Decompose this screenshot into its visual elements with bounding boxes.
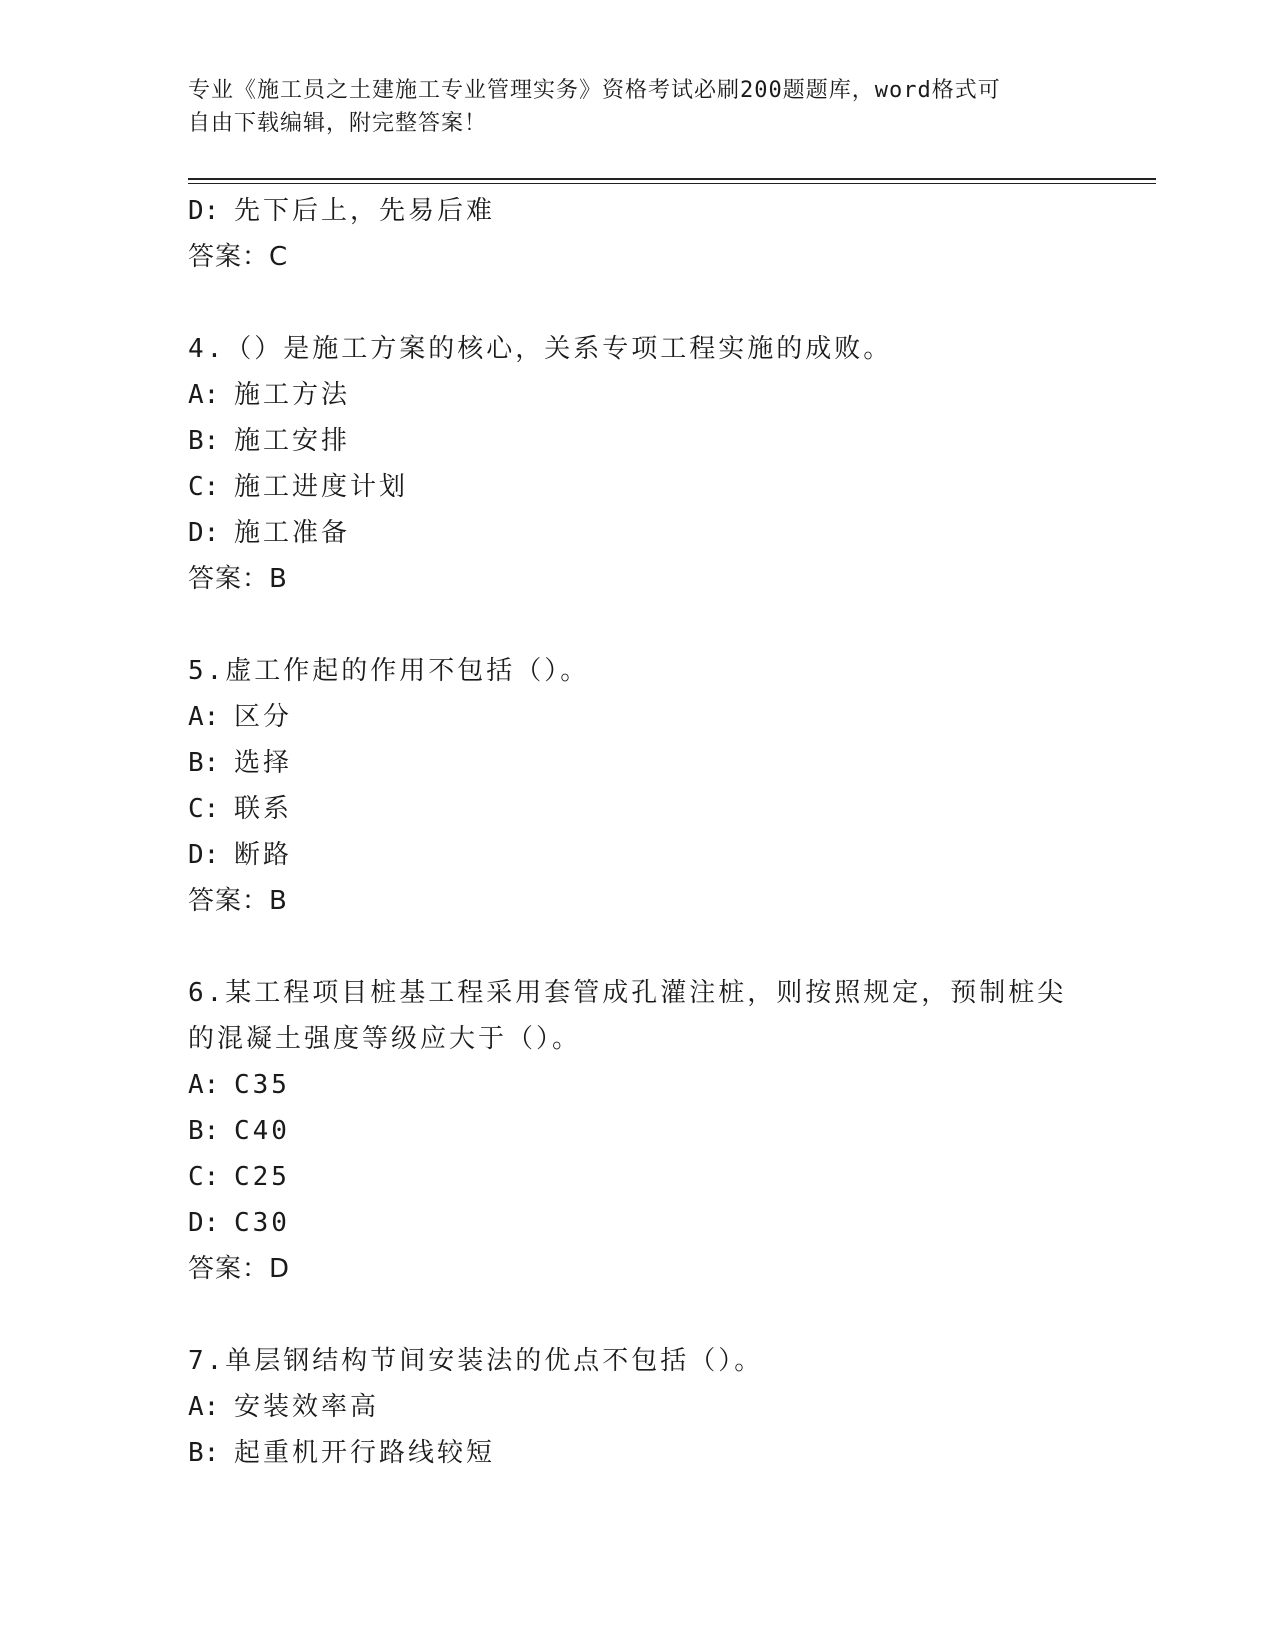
option-letter: D:: [188, 518, 220, 548]
option-letter: D:: [188, 840, 220, 870]
spacer: [188, 280, 1088, 326]
option-letter: D:: [188, 196, 220, 226]
option-text: 施工进度计划: [234, 472, 409, 502]
option-letter: C:: [188, 794, 220, 824]
q4-answer: 答案：B: [188, 564, 288, 594]
q6-stem-line-2: 的混凝土强度等级应大于（）。: [188, 1024, 582, 1054]
q4-option-b: [188, 418, 1088, 464]
q4-option-a: [188, 372, 1088, 418]
spacer: [188, 924, 1088, 970]
q4-stem: 4.（）是施工方案的核心，关系专项工程实施的成败。: [188, 334, 893, 364]
option-text: 安装效率高: [234, 1392, 380, 1422]
q5-option-b: [188, 740, 1088, 786]
option-text: 联系: [234, 794, 293, 824]
q5-answer: 答案：B: [188, 886, 288, 916]
header-line-1: 专业《施工员之土建施工专业管理实务》资格考试必刷200题题库，word格式可: [188, 78, 1001, 103]
header-divider-thick: [188, 178, 1156, 180]
option-text: C25: [234, 1162, 290, 1192]
option-letter: A:: [188, 1392, 220, 1422]
header-line-2: 自由下载编辑，附完整答案！: [188, 111, 488, 136]
q7-option-a: [188, 1384, 1088, 1430]
option-letter: C:: [188, 472, 220, 502]
option-text: 区分: [234, 702, 293, 732]
header-divider-thin: [188, 183, 1156, 184]
option-letter: B:: [188, 748, 220, 778]
option-text: C35: [234, 1070, 290, 1100]
q7-stem: 7.单层钢结构节间安装法的优点不包括（）。: [188, 1346, 764, 1376]
q4-option-d: [188, 510, 1088, 556]
q3-answer: 答案：C: [188, 242, 289, 272]
q6-option-b: [188, 1108, 1088, 1154]
q6-option-a: [188, 1062, 1088, 1108]
q6-option-c: [188, 1154, 1088, 1200]
option-text: C40: [234, 1116, 290, 1146]
option-letter: B:: [188, 426, 220, 456]
q4-option-c: [188, 464, 1088, 510]
q7-option-b: [188, 1430, 1088, 1476]
question-list: [188, 188, 1088, 1476]
q3-option-d: [188, 188, 1088, 234]
option-text: 施工安排: [234, 426, 351, 456]
option-text: 先下后上，先易后难: [234, 196, 496, 226]
q6-stem-line-1: 6.某工程项目桩基工程采用套管成孔灌注桩，则按照规定，预制桩尖: [188, 978, 1067, 1008]
option-letter: A:: [188, 1070, 220, 1100]
option-letter: C:: [188, 1162, 220, 1192]
option-letter: B:: [188, 1438, 220, 1468]
option-text: 施工准备: [234, 518, 351, 548]
option-letter: A:: [188, 380, 220, 410]
option-text: 断路: [234, 840, 293, 870]
option-letter: D:: [188, 1208, 220, 1238]
q5-option-d: [188, 832, 1088, 878]
option-text: 起重机开行路线较短: [234, 1438, 496, 1468]
q6-answer: 答案：D: [188, 1254, 291, 1284]
q5-option-c: [188, 786, 1088, 832]
option-text: 选择: [234, 748, 293, 778]
option-text: 施工方法: [234, 380, 351, 410]
option-text: C30: [234, 1208, 290, 1238]
q5-option-a: [188, 694, 1088, 740]
q5-stem: 5.虚工作起的作用不包括（）。: [188, 656, 590, 686]
spacer: [188, 602, 1088, 648]
option-letter: A:: [188, 702, 220, 732]
spacer: [188, 1292, 1088, 1338]
q6-option-d: [188, 1200, 1088, 1246]
option-letter: B:: [188, 1116, 220, 1146]
document-header: [188, 74, 1068, 140]
